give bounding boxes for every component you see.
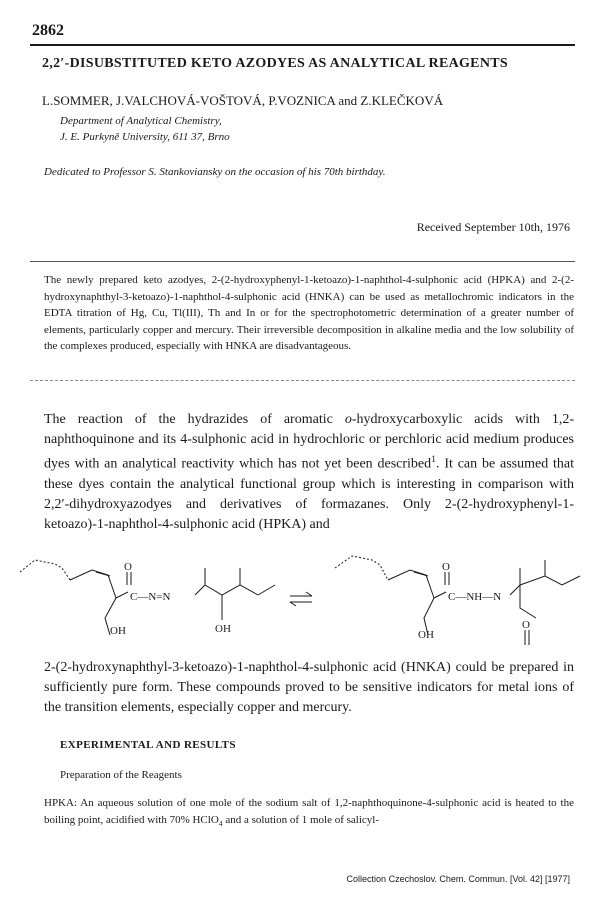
left-azo-chain: C—N=N bbox=[130, 591, 171, 603]
right-oh: OH bbox=[418, 629, 434, 641]
left-naphthol-bond-1 bbox=[195, 568, 205, 595]
intro-paragraph-1 bbox=[44, 410, 574, 535]
right-ring-bond bbox=[388, 570, 434, 598]
experimental-subscript: 4 bbox=[218, 818, 223, 828]
subsection-heading-preparation: Preparation of the Reagents bbox=[60, 769, 182, 781]
left-naphthol-end bbox=[258, 585, 275, 595]
intro-text-a: The reaction of the hydrazides of aromatic bbox=[44, 412, 345, 427]
left-ring-fragment-dashed bbox=[20, 560, 70, 580]
experimental-paragraph bbox=[44, 795, 574, 832]
received-date: Received September 10th, 1976 bbox=[416, 220, 570, 234]
intro-text-c: . It can be assumed that these dyes contain the analytical functional group which is interesting in comparison with 2,2′-dihydroxyazodyes and derivatives of formazanes. Only 2-(2-hydroxyphenyl-1-ketoazo)-1-naphthol-4-sulphonic acid (HPKA) and bbox=[44, 456, 574, 532]
article-title: 2,2′-DISUBSTITUTED KETO AZODYES AS ANALYTICAL REAGENTS bbox=[42, 56, 508, 71]
right-ring-bond-2 bbox=[520, 576, 580, 585]
affiliation-line-2: J. E. Purkyně University, 611 37, Brno bbox=[60, 131, 230, 143]
left-naphthol-bond-2 bbox=[205, 585, 258, 595]
abstract-top-rule bbox=[30, 261, 575, 262]
left-carbonyl-double-bond bbox=[127, 572, 131, 585]
reference-mark: 1 bbox=[431, 454, 437, 465]
right-ketone-o: O bbox=[522, 619, 530, 631]
left-oh-1: OH bbox=[110, 625, 126, 637]
experimental-text-a: HPKA: An aqueous solution of one mole of the sodium salt of 1,2-naphthoquinone-4-sulphonic acid is heated to the boiling point, acidified with 70% HClO bbox=[44, 797, 574, 826]
right-carbonyl-double-bond bbox=[445, 572, 449, 585]
right-ketone-double-bond bbox=[525, 630, 529, 645]
left-ring-double-bond bbox=[96, 572, 110, 576]
intro-paragraph-2: 2-(2-hydroxynaphthyl-3-ketoazo)-1-naphthol-4-sulphonic acid (HNKA) could be prepared in sufficiently pure form. These compounds proved to be sensitive indicators for metal ions of the transition elements, especially copper and mercury. bbox=[44, 660, 574, 715]
right-ketone-bond bbox=[520, 585, 536, 618]
right-carbonyl-o: O bbox=[442, 561, 450, 573]
affiliation-line-1: Department of Analytical Chemistry, bbox=[60, 115, 222, 127]
right-ring-fragment-dashed bbox=[335, 556, 388, 580]
equilibrium-arrows bbox=[290, 592, 312, 606]
left-carbonyl-link bbox=[116, 592, 128, 598]
journal-footer: Collection Czechoslov. Chem. Commun. [Vol. 42] [1977] bbox=[346, 874, 570, 884]
intro-text-b: -hydroxycarboxylic acids with 1,2-naphthoquinone and its 4-sulphonic acid in hydrochloric or perchloric acid medium produces dyes with an analytical reactivity which has not yet been described bbox=[44, 412, 574, 472]
left-oh-2: OH bbox=[215, 623, 231, 635]
left-carbonyl-o: O bbox=[124, 561, 132, 573]
header-rule bbox=[30, 44, 575, 46]
right-ring-double-bond bbox=[414, 572, 428, 576]
page-number: 2862 bbox=[32, 22, 64, 39]
right-hydrazone-chain: C—NH—N bbox=[448, 591, 502, 603]
intro-italic-o: o bbox=[344, 412, 352, 427]
right-carbonyl-link bbox=[434, 592, 446, 598]
abstract-bottom-rule bbox=[30, 380, 575, 381]
left-ring-bond bbox=[70, 570, 116, 598]
author-list: L.SOMMER, J.VALCHOVÁ-VOŠTOVÁ, P.VOZNICA and Z.KLEČKOVÁ bbox=[42, 93, 444, 108]
experimental-text-b: and a solution of 1 mole of salicyl- bbox=[222, 813, 380, 826]
section-heading-experimental: EXPERIMENTAL AND RESULTS bbox=[60, 739, 236, 751]
abstract-text: The newly prepared keto azodyes, 2-(2-hydroxyphenyl-1-ketoazo)-1-naphthol-4-sulphonic acid (HPKA) and 2-(2-hydroxynaphthyl-3-ketoazo)-1-naphthol-4-sulphonic acid (HNKA) can be used as metallochromic indicators in the EDTA titration of Hg, Cu, Tl(III), Th and In or for the spectrophotometric determination of a greater number of elements, particularly copper and mercury. Their irreversible decomposition in alkaline media and the low solubility of the complexes produced, especially with HNKA are disadvantageous. bbox=[44, 274, 574, 352]
dedication: Dedicated to Professor S. Stankoviansky on the occasion of his 70th birthday. bbox=[44, 166, 386, 178]
tautomer-structure-diagram bbox=[0, 540, 600, 655]
right-ring-bond-1 bbox=[510, 568, 520, 595]
